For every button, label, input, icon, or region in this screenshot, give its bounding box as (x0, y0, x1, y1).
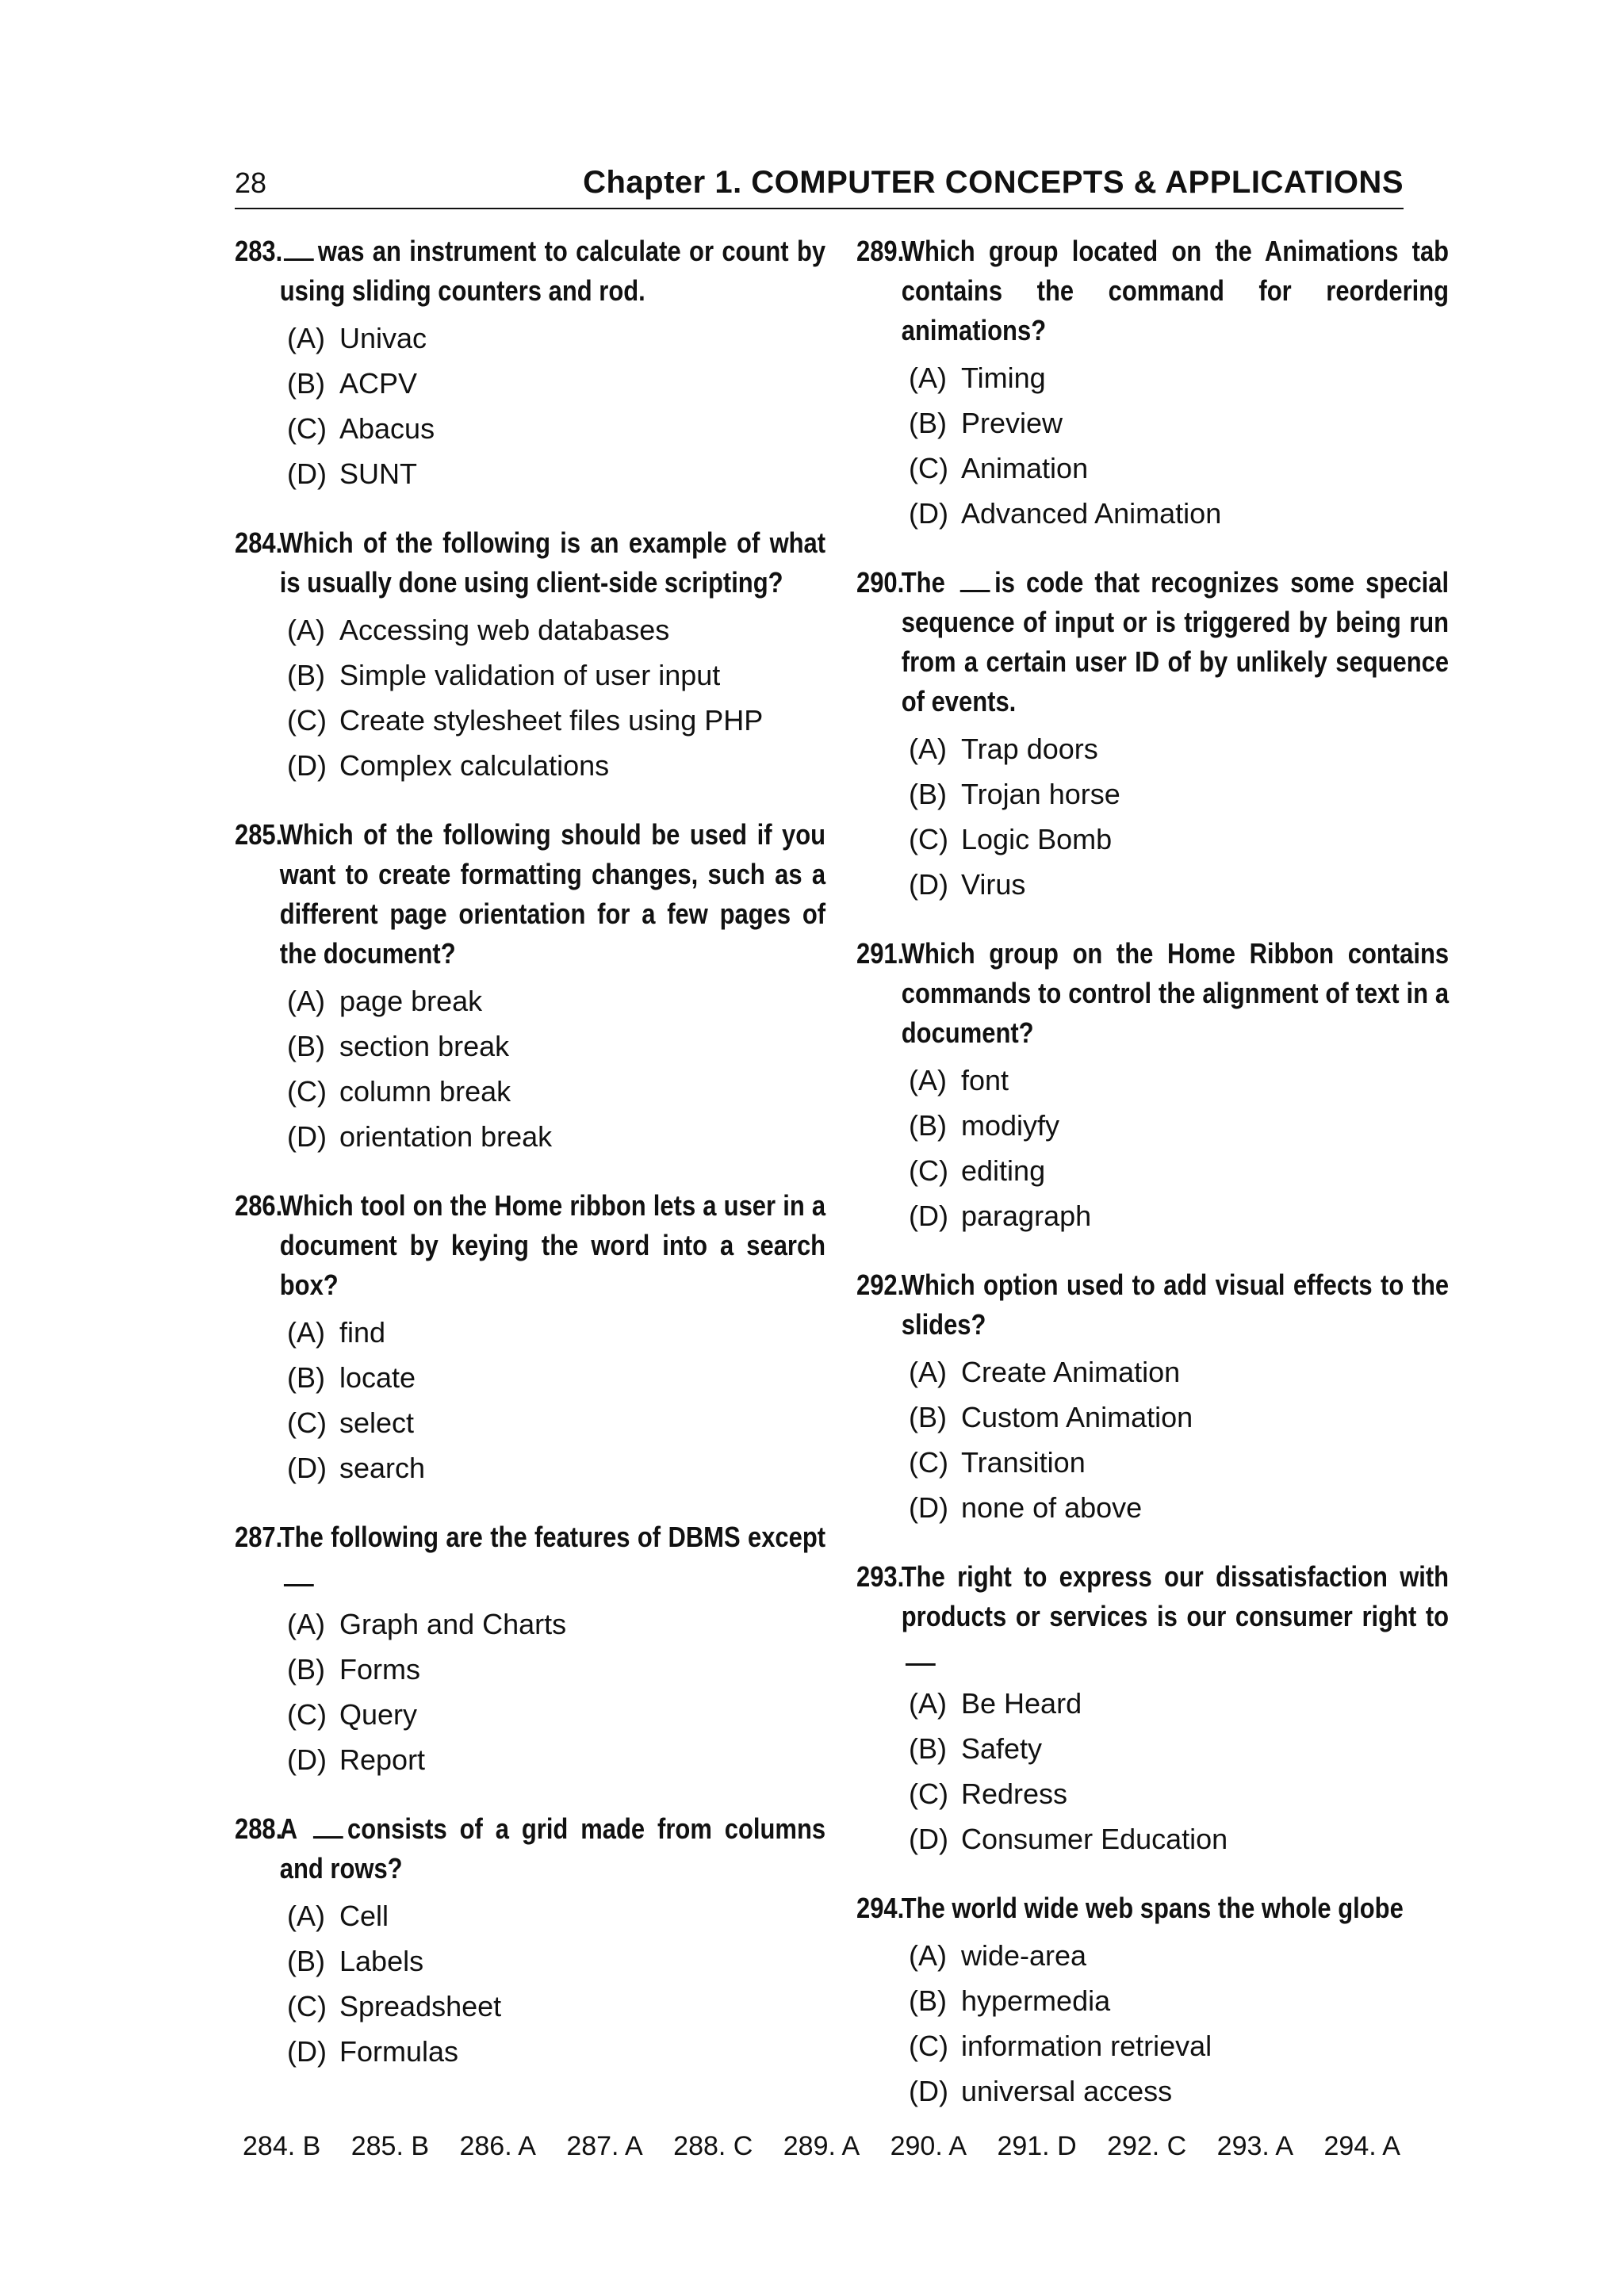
option-item (909, 1395, 1405, 1440)
answer-entry: 292. C (1107, 2131, 1187, 2161)
answer-entry: 291. D (997, 2131, 1077, 2161)
option-text: Labels (339, 1945, 424, 1977)
option-item (287, 698, 782, 743)
option-letter: (C) (909, 1446, 948, 1479)
option-item (287, 1310, 782, 1355)
option-item (287, 978, 782, 1024)
option-item (287, 1647, 782, 1692)
question-text (235, 1186, 825, 1305)
question-text-part: Which of the following should be used if you want to create formatting changes, such as a different page orientation for a few pages of the document? (279, 818, 826, 970)
option-item (909, 862, 1405, 907)
option-text: hypermedia (961, 1984, 1111, 2017)
option-item (287, 1938, 782, 1984)
question-text-part: The world wide web spans the whole globe (901, 1892, 1404, 1924)
question-text-part: The right to express our dissatisfaction with products or services is our consumer right to (901, 1560, 1450, 1632)
question-text-part: Which group located on the Animations tab contains the command for reordering animations? (901, 235, 1450, 346)
option-letter: (B) (909, 1401, 947, 1433)
option-letter: (C) (287, 1406, 327, 1439)
option-letter: (D) (909, 1823, 948, 1855)
option-letter: (B) (909, 1109, 947, 1142)
option-item (287, 1355, 782, 1400)
option-letter: (C) (287, 704, 327, 737)
option-letter: (D) (287, 1120, 327, 1153)
option-item (287, 1893, 782, 1938)
options-list (235, 316, 782, 496)
question-item (856, 1265, 1450, 1530)
question-text-part: A (279, 1812, 297, 1845)
option-text: Animation (961, 452, 1089, 484)
option-item (909, 1771, 1405, 1816)
option-text: page break (339, 985, 483, 1017)
option-item (909, 1440, 1405, 1485)
option-item (287, 451, 782, 496)
option-letter: (B) (287, 1653, 325, 1686)
option-text: Logic Bomb (961, 823, 1113, 855)
option-item (287, 1601, 782, 1647)
question-text (235, 815, 825, 974)
option-text: column break (339, 1075, 511, 1108)
question-text (235, 1517, 825, 1597)
question-number: 283. (235, 235, 283, 267)
option-letter: (B) (287, 367, 325, 400)
option-letter: (A) (287, 985, 325, 1017)
option-item (287, 743, 782, 788)
options-list (235, 607, 782, 788)
option-letter: (D) (909, 1491, 948, 1524)
option-item (287, 316, 782, 361)
question-text-part: Which of the following is an example of what is usually done using client-side scripting? (279, 526, 826, 599)
option-item (909, 355, 1405, 400)
options-list (235, 978, 782, 1159)
option-text: editing (961, 1154, 1046, 1187)
option-item (287, 1737, 782, 1782)
fill-in-blank (906, 1644, 936, 1666)
option-text: Custom Animation (961, 1401, 1193, 1433)
answer-entry: 293. A (1216, 2131, 1294, 2161)
option-letter: (B) (909, 1984, 947, 2017)
left-column (235, 232, 826, 2101)
option-text: section break (339, 1030, 510, 1062)
answer-key (243, 2131, 1400, 2162)
question-item (235, 1517, 826, 1782)
question-number: 286. (235, 1189, 283, 1222)
option-item (909, 1058, 1405, 1103)
option-letter: (A) (287, 614, 325, 646)
question-number: 292. (856, 1269, 905, 1301)
question-text (856, 1557, 1449, 1676)
answer-entry: 285. B (350, 2131, 430, 2161)
question-number: 289. (856, 235, 905, 267)
chapter-title: Chapter 1. COMPUTER CONCEPTS & APPLICATIONS (583, 165, 1404, 200)
option-text: search (339, 1452, 426, 1484)
option-text: Report (339, 1743, 426, 1776)
option-letter: (B) (909, 778, 947, 810)
option-letter: (C) (909, 823, 948, 855)
option-item (287, 1024, 782, 1069)
option-text: select (339, 1406, 415, 1439)
option-letter: (A) (909, 1687, 947, 1720)
option-text: Consumer Education (961, 1823, 1228, 1855)
question-text (235, 1809, 825, 1888)
option-item (909, 446, 1405, 491)
option-text: Trojan horse (961, 778, 1120, 810)
option-item (909, 771, 1405, 817)
option-text: Univac (339, 322, 427, 354)
option-letter: (D) (287, 1743, 327, 1776)
page-header (235, 163, 1404, 209)
options-list (235, 1601, 782, 1782)
option-text: Create stylesheet files using PHP (339, 704, 764, 737)
option-item (909, 1816, 1405, 1862)
question-item (235, 1186, 826, 1490)
options-list (235, 1310, 782, 1490)
option-item (287, 607, 782, 652)
answer-entry: 284. B (243, 2131, 321, 2161)
option-item (909, 1148, 1405, 1193)
option-text: Advanced Animation (961, 497, 1222, 530)
option-letter: (B) (287, 1361, 325, 1394)
question-text-part: consists of a grid made from columns and rows? (279, 1812, 826, 1885)
option-text: Be Heard (961, 1687, 1082, 1720)
option-letter: (B) (287, 1945, 325, 1977)
page-number: 28 (235, 166, 267, 199)
option-text: locate (339, 1361, 416, 1394)
option-item (287, 2029, 782, 2074)
options-list (856, 726, 1405, 907)
option-item (287, 652, 782, 698)
option-letter: (D) (287, 749, 327, 782)
option-letter: (A) (287, 1608, 325, 1640)
answer-entry: 288. C (673, 2131, 753, 2161)
option-letter: (B) (287, 1030, 325, 1062)
option-letter: (A) (287, 1900, 325, 1932)
option-letter: (A) (287, 1316, 325, 1349)
option-text: Forms (339, 1653, 420, 1686)
option-letter: (B) (909, 1732, 947, 1765)
question-text-part: Which tool on the Home ribbon lets a user in a document by keying the word into a search box? (279, 1189, 826, 1301)
question-text-part: Which group on the Home Ribbon contains commands to control the alignment of text in a document? (901, 937, 1450, 1049)
question-item (856, 934, 1450, 1238)
question-number: 290. (856, 566, 905, 599)
option-item (909, 2068, 1405, 2114)
option-text: Safety (961, 1732, 1043, 1765)
option-letter: (D) (909, 1200, 948, 1232)
option-letter: (C) (909, 1154, 948, 1187)
option-item (909, 491, 1405, 536)
option-item (287, 1692, 782, 1737)
option-item (909, 1681, 1405, 1726)
question-number: 293. (856, 1560, 905, 1593)
question-number: 285. (235, 818, 283, 851)
option-item (909, 1193, 1405, 1238)
fill-in-blank (284, 239, 314, 261)
option-item (909, 400, 1405, 446)
option-item (287, 1114, 782, 1159)
answer-entry: 289. A (783, 2131, 860, 2161)
option-letter: (D) (909, 868, 948, 901)
question-item (856, 232, 1450, 536)
question-item (235, 232, 826, 496)
option-text: Query (339, 1698, 418, 1731)
question-text-part: was an instrument to calculate or count by using sliding counters and rod. (279, 235, 826, 307)
option-letter: (B) (909, 407, 947, 439)
option-letter: (C) (909, 2030, 948, 2062)
option-letter: (C) (287, 412, 327, 445)
question-item (856, 563, 1450, 907)
question-text-part: The following are the features of DBMS except (279, 1521, 826, 1553)
question-item (235, 815, 826, 1159)
option-item (909, 726, 1405, 771)
question-text (856, 563, 1449, 721)
option-item (287, 1400, 782, 1445)
question-number: 287. (235, 1521, 283, 1553)
option-letter: (A) (909, 1939, 947, 1972)
option-letter: (C) (287, 1698, 327, 1731)
option-letter: (A) (909, 362, 947, 394)
option-text: Cell (339, 1900, 389, 1932)
answer-entry: 294. A (1323, 2131, 1400, 2161)
option-text: Graph and Charts (339, 1608, 567, 1640)
option-letter: (D) (287, 457, 327, 490)
option-text: SUNT (339, 457, 417, 490)
option-item (287, 1445, 782, 1490)
answer-entry: 287. A (566, 2131, 643, 2161)
options-list (235, 1893, 782, 2074)
question-number: 294. (856, 1892, 905, 1924)
option-text: modiyfy (961, 1109, 1060, 1142)
options-list (856, 355, 1405, 536)
option-item (909, 1349, 1405, 1395)
option-letter: (A) (909, 733, 947, 765)
question-text (235, 523, 825, 603)
option-text: orientation break (339, 1120, 553, 1153)
option-item (909, 1485, 1405, 1530)
question-text (856, 934, 1449, 1053)
question-number: 284. (235, 526, 283, 559)
option-letter: (C) (287, 1075, 327, 1108)
option-letter: (B) (287, 659, 325, 691)
question-text-part: The (901, 566, 945, 599)
answer-entry: 290. A (890, 2131, 967, 2161)
option-text: Transition (961, 1446, 1086, 1479)
option-text: Timing (961, 362, 1046, 394)
option-letter: (D) (287, 1452, 327, 1484)
question-item (856, 1557, 1450, 1862)
option-text: none of above (961, 1491, 1143, 1524)
question-number: 291. (856, 937, 905, 970)
question-text (856, 1888, 1449, 1928)
option-item (287, 406, 782, 451)
right-column (856, 232, 1450, 2141)
option-letter: (C) (287, 1990, 327, 2022)
option-text: Formulas (339, 2035, 459, 2068)
option-text: Create Animation (961, 1356, 1181, 1388)
option-item (909, 1103, 1405, 1148)
option-text: paragraph (961, 1200, 1092, 1232)
fill-in-blank (284, 1565, 314, 1586)
options-list (856, 1933, 1405, 2114)
option-text: Abacus (339, 412, 435, 445)
option-item (287, 361, 782, 406)
option-letter: (A) (287, 322, 325, 354)
option-item (909, 2023, 1405, 2068)
option-item (287, 1984, 782, 2029)
option-item (287, 1069, 782, 1114)
option-text: Preview (961, 407, 1063, 439)
option-letter: (D) (287, 2035, 327, 2068)
option-text: universal access (961, 2075, 1173, 2107)
option-letter: (A) (909, 1356, 947, 1388)
option-letter: (C) (909, 1777, 948, 1810)
question-item (235, 1809, 826, 2074)
option-text: wide-area (961, 1939, 1087, 1972)
question-text-part: Which option used to add visual effects to the slides? (901, 1269, 1450, 1341)
question-text (856, 232, 1449, 350)
question-item (235, 523, 826, 788)
option-letter: (D) (909, 497, 948, 530)
option-text: Spreadsheet (339, 1990, 502, 2022)
answer-entry: 286. A (459, 2131, 536, 2161)
option-text: find (339, 1316, 386, 1349)
question-text-part: is code that recognizes some special sequence of input or is triggered by being run from a certain user ID of by unlikely sequence of events. (901, 566, 1450, 718)
option-letter: (D) (909, 2075, 948, 2107)
option-letter: (A) (909, 1064, 947, 1096)
option-text: Trap doors (961, 733, 1098, 765)
options-list (856, 1349, 1405, 1530)
option-text: Complex calculations (339, 749, 610, 782)
option-text: font (961, 1064, 1009, 1096)
question-text (856, 1265, 1449, 1345)
option-item (909, 1933, 1405, 1978)
option-item (909, 1978, 1405, 2023)
option-item (909, 817, 1405, 862)
option-text: Virus (961, 868, 1026, 901)
option-text: information retrieval (961, 2030, 1212, 2062)
option-letter: (C) (909, 452, 948, 484)
option-text: Simple validation of user input (339, 659, 721, 691)
options-list (856, 1058, 1405, 1238)
option-text: Redress (961, 1777, 1068, 1810)
fill-in-blank (960, 571, 990, 592)
option-text: Accessing web databases (339, 614, 670, 646)
options-list (856, 1681, 1405, 1862)
question-item (856, 1888, 1405, 2114)
option-item (909, 1726, 1405, 1771)
question-text (235, 232, 825, 311)
fill-in-blank (313, 1817, 343, 1839)
option-text: ACPV (339, 367, 418, 400)
question-number: 288. (235, 1812, 283, 1845)
